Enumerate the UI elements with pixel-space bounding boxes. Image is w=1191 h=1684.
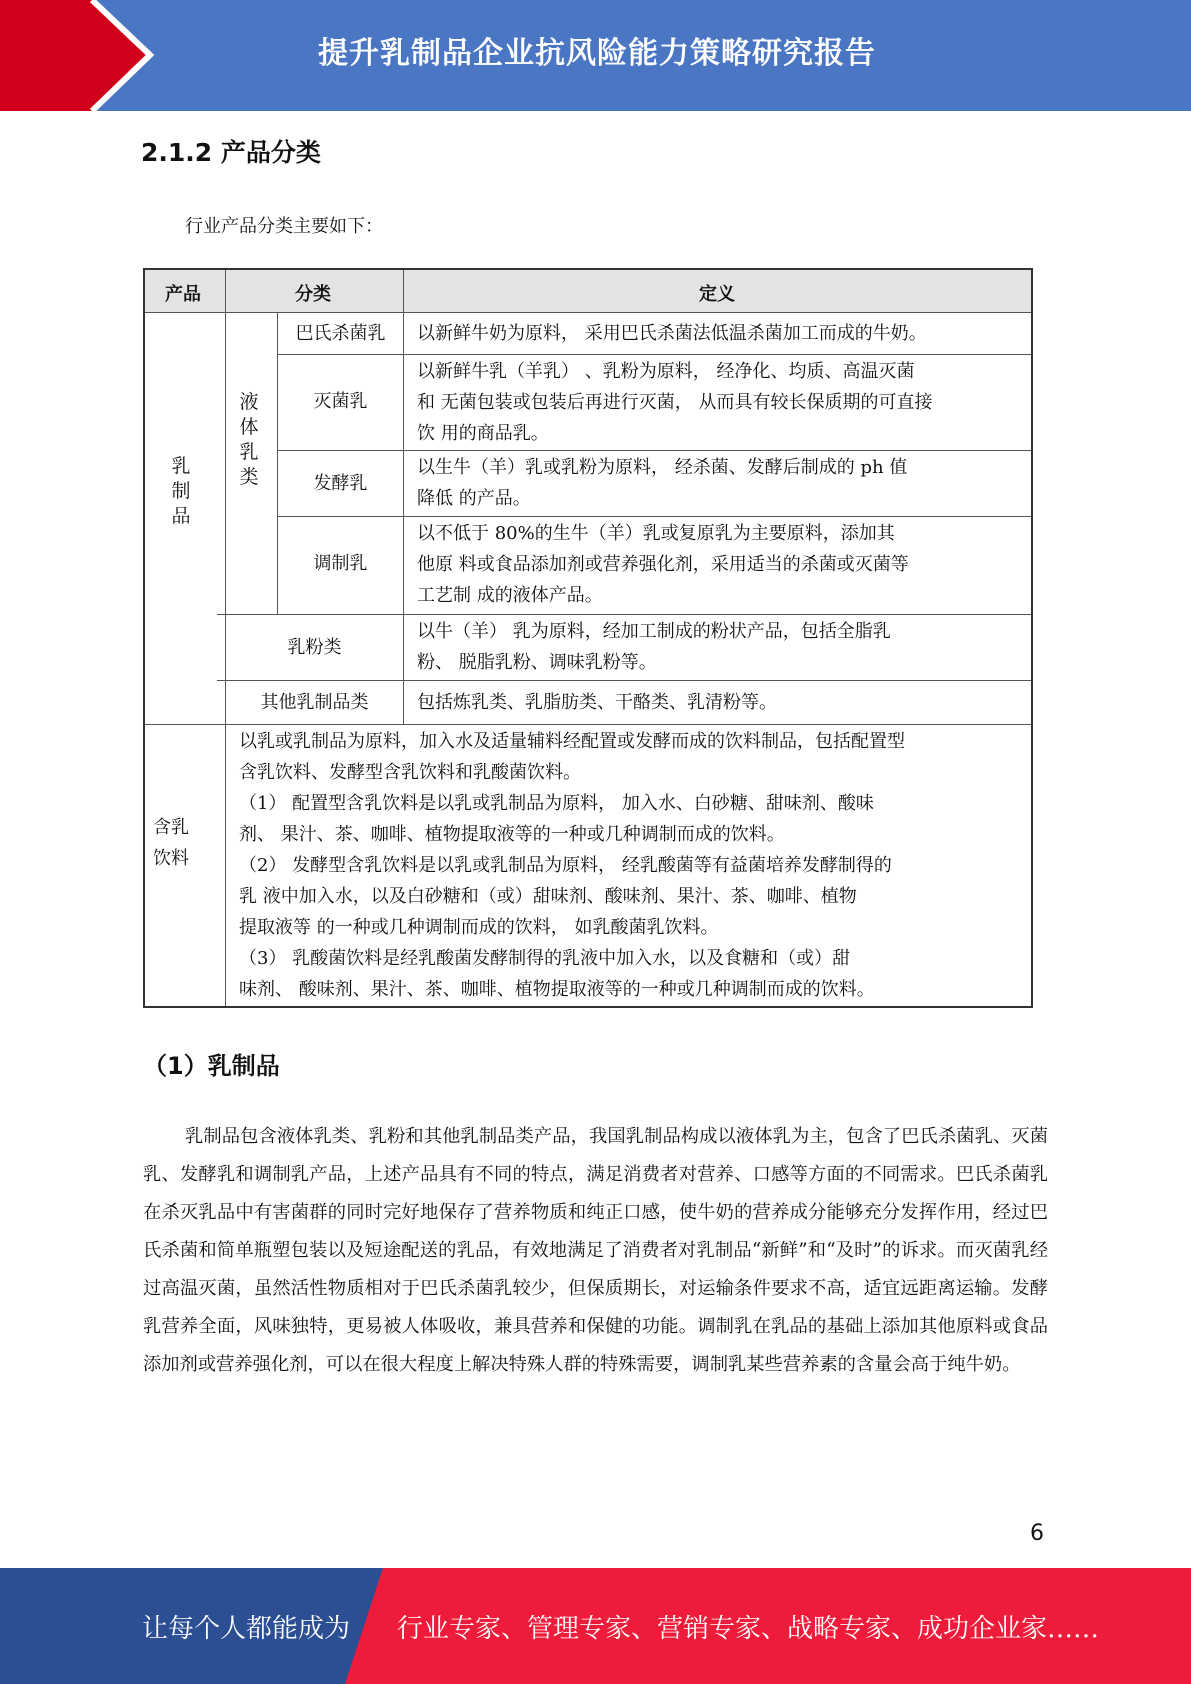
liquid-milk-label: 液体乳类: [239, 391, 259, 488]
header-banner: [0, 0, 1191, 111]
footer-slogan-right: 行业专家、管理专家、营销专家、战略专家、成功企业家……: [397, 1614, 1100, 1644]
row-name-modified: 调制乳: [313, 553, 368, 574]
header-title: 提升乳制品企业抗风险能力策略研究报告: [318, 36, 876, 71]
intro-text: 行业产品分类主要如下：: [185, 216, 383, 237]
footer-slogan-left: 让每个人都能成为: [142, 1614, 351, 1644]
footer-banner: [0, 1568, 1191, 1684]
subsection-title: （1）乳制品: [143, 1052, 280, 1080]
table-header-row: [145, 270, 1031, 312]
row-name-sterilized: 灭菌乳: [313, 391, 368, 412]
row-name-pasteurized: 巴氏杀菌乳: [295, 323, 386, 344]
row-def-modified: 以不低于 80%的生牛（羊）乳或复原乳为主要原料，添加其 他原 料或食品添加剂或营养强化剂，采用适当的杀菌或灭菌等 工艺制 成的液体产品。: [417, 523, 909, 606]
row-name-fermented: 发酵乳: [313, 473, 368, 494]
row-name-other-dairy: 其他乳制品类: [260, 692, 369, 713]
row-name-milk-powder: 乳粉类: [287, 637, 342, 658]
dairy-label: 乳制品: [171, 455, 191, 527]
product-classification-table: [143, 268, 1033, 1008]
header-product: 产品: [165, 284, 201, 305]
page-number: 6: [1030, 1521, 1044, 1546]
row-def-pasteurized: 以新鲜牛奶为原料， 采用巴氏杀菌法低温杀菌加工而成的牛奶。: [417, 323, 927, 344]
beverage-label: 含乳饮料: [153, 817, 189, 869]
section-title: 2.1.2 产品分类: [141, 138, 321, 167]
row-def-fermented: 以生牛（羊）乳或乳粉为原料， 经杀菌、发酵后制成的 ph 值 降低 的产品。: [417, 457, 908, 509]
header-category: 分类: [295, 284, 331, 305]
row-def-milk-powder: 以牛（羊） 乳为原料，经加工制成的粉状产品，包括全脂乳 粉、 脱脂乳粉、调味乳粉等。: [417, 621, 891, 673]
body-paragraph: 乳制品包含液体乳类、乳粉和其他乳制品类产品，我国乳制品构成以液体乳为主，包含了巴氏杀菌乳、灭菌乳、发酵乳和调制乳产品，上述产品具有不同的特点，满足消费者对营养、口感等方面的不同需求。巴氏杀菌乳在杀灭乳品中有害菌群的同时完好地保存了营养物质和纯正口感，使牛奶的营养成分能够充分发挥作用，经过巴氏杀菌和简单瓶塑包装以及短途配送的乳品，有效地满足了消费者对乳制品“新鲜”和“及时”的诉求。而灭菌乳经过高温灭菌，虽然活性物质相对于巴氏杀菌乳较少，但保质期长，对运输条件要求不高，适宜远距离运输。发酵乳营养全面，风味独特，更易被人体吸收，兼具营养和保健的功能。调制乳在乳品的基础上添加其他原料或食品添加剂或营养强化剂，可以在很大程度上解决特殊人群的特殊需要，调制乳某些营养素的含量会高于纯牛奶。: [143, 1126, 1048, 1375]
row-def-other-dairy: 包括炼乳类、乳脂肪类、干酪类、乳清粉等。: [417, 692, 777, 713]
header-definition: 定义: [699, 284, 735, 305]
row-def-sterilized: 以新鲜牛乳（羊乳） 、乳粉为原料， 经净化、均质、高温灭菌 和 无菌包装或包装后再进行灭菌， 从而具有较长保质期的可直接 饮 用的商品乳。: [417, 361, 933, 444]
beverage-definition: 以乳或乳制品为原料，加入水及适量辅料经配置或发酵而成的饮料制品，包括配置型 含乳饮料、发酵型含乳饮料和乳酸菌饮料。 （1） 配置型含乳饮料是以乳或乳制品为原料， 加入水、白砂糖、甜味剂、酸味 剂、 果汁、茶、咖啡、植物提取液等的一种或几种调制而成的饮料。 （2） 发酵型含乳饮料是以乳或乳制品为原料， 经乳酸菌等有益菌培养发酵制得的 乳 液中加入水，以及白砂糖和（或）甜味剂、酸味剂、果汁、茶、咖啡、植物 提取液等 的一种或几种调制而成的饮料， 如乳酸菌乳饮料。 （3） 乳酸菌饮料是经乳酸菌发酵制得的乳液中加入水，以及食糖和（或）甜 味剂、 酸味剂、果汁、茶、咖啡、植物提取液等的一种或几种调制而成的饮料。: [239, 731, 905, 1000]
